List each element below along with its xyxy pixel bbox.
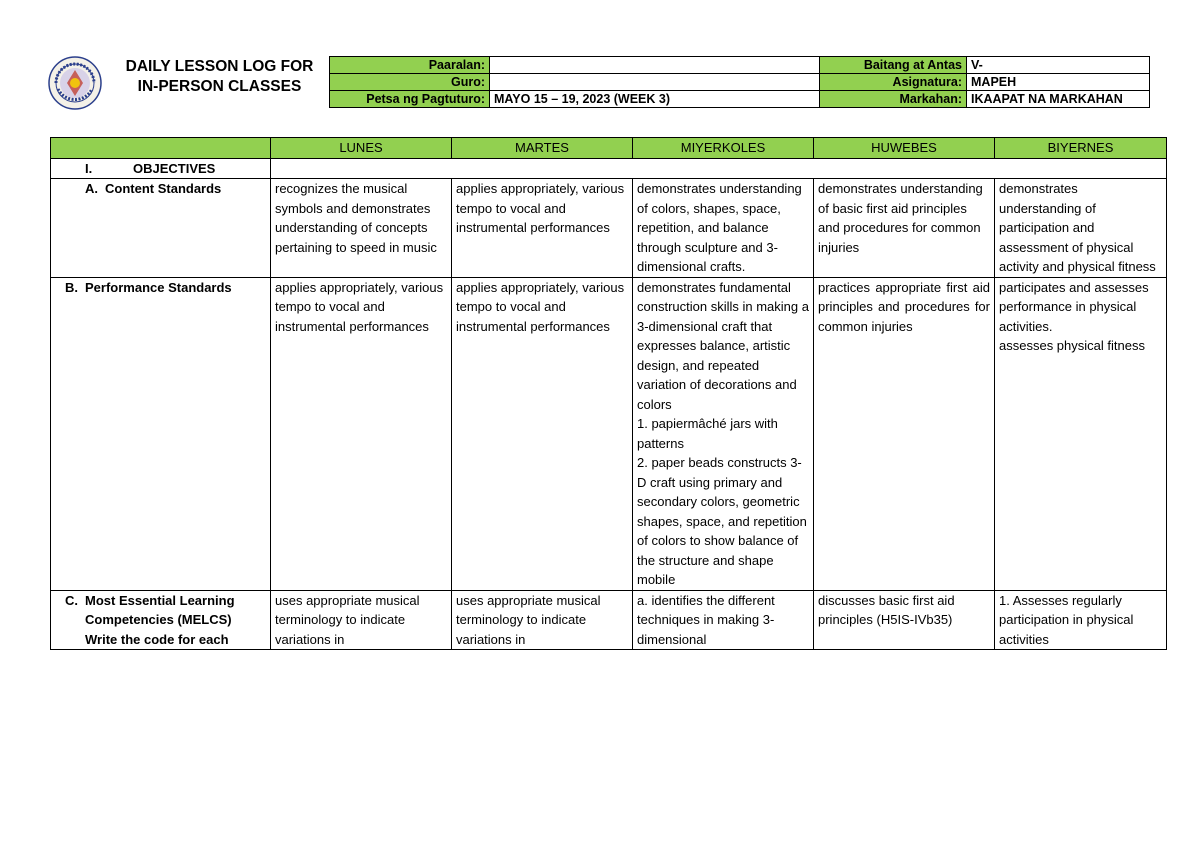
grade-row (820, 57, 1150, 74)
performance-standards-tuesday: applies appropriately, various tempo to vocal and instrumental performances (452, 277, 633, 590)
quarter-row (820, 91, 1150, 108)
content-standards-row (51, 179, 1167, 278)
content-standards-tuesday: applies appropriately, various tempo to vocal and instrumental performances (452, 179, 633, 278)
date-row (330, 91, 820, 108)
school-info-table (329, 56, 820, 108)
objectives-spacer (271, 158, 1167, 179)
deped-seal-icon (48, 56, 102, 110)
row-title: Content Standards (105, 181, 222, 196)
grade-value[interactable]: V- (967, 57, 1150, 74)
melcs-label (51, 590, 271, 650)
row-title: Performance Standards (85, 279, 232, 295)
content-standards-label (51, 179, 271, 278)
performance-standards-friday: participates and assesses performance in physical activities. assesses physical fitness (995, 277, 1167, 590)
objectives-number: I. (85, 160, 93, 176)
objectives-title: OBJECTIVES (133, 160, 216, 176)
corner-cell (51, 138, 271, 159)
melcs-tuesday: uses appropriate musical terminology to indicate variations in (452, 590, 633, 650)
subject-row (820, 74, 1150, 91)
document-title (112, 57, 327, 97)
teacher-row (330, 74, 820, 91)
subject-value[interactable]: MAPEH (967, 74, 1150, 91)
class-info-table (819, 56, 1150, 108)
day-header-tuesday: MARTES (452, 138, 633, 159)
day-header-friday: BIYERNES (995, 138, 1167, 159)
school-row (330, 57, 820, 74)
date-value[interactable]: MAYO 15 – 19, 2023 (WEEK 3) (490, 91, 820, 108)
performance-standards-row (51, 277, 1167, 590)
melcs-thursday: discusses basic first aid principles (H5IS-IVb35) (814, 590, 995, 650)
title-line-1: DAILY LESSON LOG FOR (125, 58, 314, 75)
objectives-label (51, 158, 271, 179)
grade-label: Baitang at Antas (820, 57, 967, 74)
quarter-value[interactable]: IKAAPAT NA MARKAHAN (967, 91, 1150, 108)
performance-standards-wednesday: demonstrates fundamental construction skills in making a 3-dimensional craft that expresses balance, artistic design, and repeated variation of decorations and colors 1. papiermâché jars with patterns 2. paper beads constructs 3-D craft using primary and secondary colors, geometric shapes, space, and repetition of colors to show balance of the structure and shape mobile (633, 277, 814, 590)
day-header-monday: LUNES (271, 138, 452, 159)
quarter-label: Markahan: (820, 91, 967, 108)
objectives-row (51, 158, 1167, 179)
row-title: Most Essential Learning Competencies (MELCS) Write the code for each (85, 592, 235, 647)
content-standards-monday: recognizes the musical symbols and demonstrates understanding of concepts pertaining to speed in music (271, 179, 452, 278)
performance-standards-monday: applies appropriately, various tempo to vocal and instrumental performances (271, 277, 452, 590)
teacher-value[interactable] (490, 74, 820, 91)
content-standards-wednesday: demonstrates understanding of colors, shapes, space, repetition, and balance through sculpture and 3-dimensional crafts. (633, 179, 814, 278)
performance-standards-thursday: practices appropriate first aid principles and procedures for common injuries (814, 277, 995, 590)
day-header-row (51, 138, 1167, 159)
content-standards-friday: demonstrates understanding of participation and assessment of physical activity and physical fitness (995, 179, 1167, 278)
subject-label: Asignatura: (820, 74, 967, 91)
school-label: Paaralan: (330, 57, 490, 74)
performance-standards-label (51, 277, 271, 590)
date-label: Petsa ng Pagtuturo: (330, 91, 490, 108)
row-letter: C. (65, 592, 78, 608)
melcs-row (51, 590, 1167, 650)
day-header-wednesday: MIYERKOLES (633, 138, 814, 159)
melcs-monday: uses appropriate musical terminology to indicate variations in (271, 590, 452, 650)
melcs-label-wrap (65, 591, 266, 650)
teacher-label: Guro: (330, 74, 490, 91)
content-standards-thursday: demonstrates understanding of basic first aid principles and procedures for common injuries (814, 179, 995, 278)
row-letter: B. (65, 279, 78, 295)
lesson-log-table (50, 137, 1167, 650)
melcs-friday: 1. Assesses regularly participation in physical activities (995, 590, 1167, 650)
school-value[interactable] (490, 57, 820, 74)
melcs-wednesday: a. identifies the different techniques in making 3-dimensional (633, 590, 814, 650)
row-letter: A. (85, 181, 98, 196)
title-line-2: IN-PERSON CLASSES (137, 78, 302, 95)
day-header-thursday: HUWEBES (814, 138, 995, 159)
